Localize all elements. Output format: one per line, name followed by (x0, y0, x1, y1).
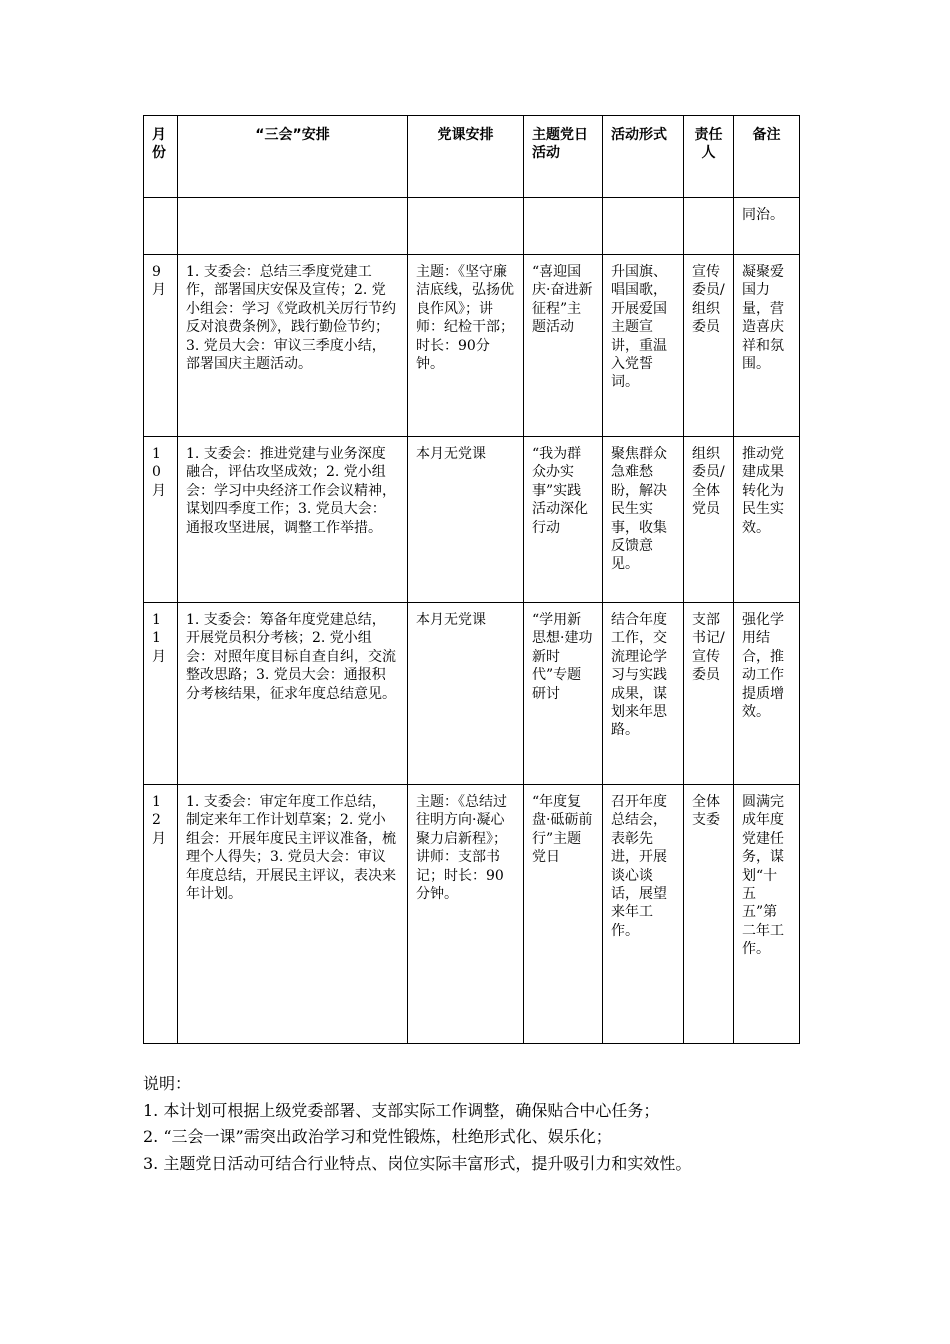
cell-form: 召开年度总结会，表彰先进，开展谈心谈话，展望来年工作。 (603, 785, 684, 1044)
cell-owner (684, 198, 734, 255)
cell-lecture: 本月无党课 (408, 603, 524, 785)
cell-remark: 强化学用结合，推动工作提质增效。 (734, 603, 800, 785)
table-header-row (144, 116, 800, 198)
cell-theme: “我为群众办实事”实践活动深化行动 (524, 437, 603, 603)
cell-lecture (408, 198, 524, 255)
cell-owner: 全体支委 (684, 785, 734, 1044)
cell-meetings: 1. 支委会：筹备年度党建总结，开展党员积分考核；2. 党小组会：对照年度目标自查自纠，交流整改思路；3. 党员大会：通报积分考核结果，征求年度总结意见。 (178, 603, 408, 785)
cell-month: 12月 (144, 785, 178, 1044)
table-row (144, 603, 800, 785)
cell-month: 11月 (144, 603, 178, 785)
table-row (144, 255, 800, 437)
cell-meetings (178, 198, 408, 255)
plan-table (143, 115, 800, 1044)
cell-theme (524, 198, 603, 255)
cell-remark: 推动党建成果转化为民生实效。 (734, 437, 800, 603)
notes-title: 说明： (143, 1074, 192, 1093)
table-row (144, 785, 800, 1044)
cell-owner: 支部书记/宣传委员 (684, 603, 734, 785)
cell-theme: “喜迎国庆·奋进新征程”主题活动 (524, 255, 603, 437)
header-theme: 主题党日活动 (524, 116, 603, 198)
header-lecture: 党课安排 (408, 116, 524, 198)
cell-meetings: 1. 支委会：审定年度工作总结，制定来年工作计划草案；2. 党小组会：开展年度民主评议准备，梳理个人得失；3. 党员大会：审议年度总结，开展民主评议，表决来年计划。 (178, 785, 408, 1044)
cell-meetings: 1. 支委会：总结三季度党建工作，部署国庆安保及宣传；2. 党小组会：学习《党政机关厉行节约反对浪费条例》，践行勤俭节约；3. 党员大会：审议三季度小结，部署国庆主题活动。 (178, 255, 408, 437)
cell-owner: 组织委员/全体党员 (684, 437, 734, 603)
header-remark: 备注 (734, 116, 800, 198)
cell-remark: 同治。 (734, 198, 800, 255)
cell-form: 聚焦群众急难愁盼，解决民生实事，收集反馈意见。 (603, 437, 684, 603)
cell-month (144, 198, 178, 255)
notes-section (143, 1071, 823, 1177)
cell-theme: “学用新思想·建功新时代”专题研讨 (524, 603, 603, 785)
cell-lecture: 主题：《总结过往明方向·凝心聚力启新程》；讲师：支部书记；时长：90分钟。 (408, 785, 524, 1044)
header-meetings: “三会”安排 (178, 116, 408, 198)
cell-month: 10月 (144, 437, 178, 603)
cell-form (603, 198, 684, 255)
header-form: 活动形式 (603, 116, 684, 198)
cell-month: 9月 (144, 255, 178, 437)
cell-remark: 凝聚爱国力量，营造喜庆祥和氛围。 (734, 255, 800, 437)
table-row (144, 437, 800, 603)
table-row (144, 198, 800, 255)
header-month: 月份 (144, 116, 178, 198)
cell-lecture: 本月无党课 (408, 437, 524, 603)
cell-owner: 宣传委员/组织委员 (684, 255, 734, 437)
cell-form: 结合年度工作，交流理论学习与实践成果，谋划来年思路。 (603, 603, 684, 785)
header-owner: 责任人 (684, 116, 734, 198)
cell-lecture: 主题：《坚守廉洁底线，弘扬优良作风》；讲师：纪检干部；时长：90分钟。 (408, 255, 524, 437)
notes-item: 1. 本计划可根据上级党委部署、支部实际工作调整，确保贴合中心任务； (143, 1100, 660, 1120)
notes-item: 3. 主题党日活动可结合行业特点、岗位实际丰富形式，提升吸引力和实效性。 (143, 1153, 692, 1173)
cell-form: 升国旗、唱国歌，开展爱国主题宣讲，重温入党誓词。 (603, 255, 684, 437)
cell-meetings: 1. 支委会：推进党建与业务深度融合，评估攻坚成效；2. 党小组会：学习中央经济工作会议精神，谋划四季度工作；3. 党员大会：通报攻坚进展，调整工作举措。 (178, 437, 408, 603)
cell-remark: 圆满完成年度党建任务，谋划“十五五”第二年工作。 (734, 785, 800, 1044)
cell-theme: “年度复盘·砥砺前行”主题党日 (524, 785, 603, 1044)
notes-item: 2. “三会一课”需突出政治学习和党性锻炼，杜绝形式化、娱乐化； (143, 1127, 612, 1146)
